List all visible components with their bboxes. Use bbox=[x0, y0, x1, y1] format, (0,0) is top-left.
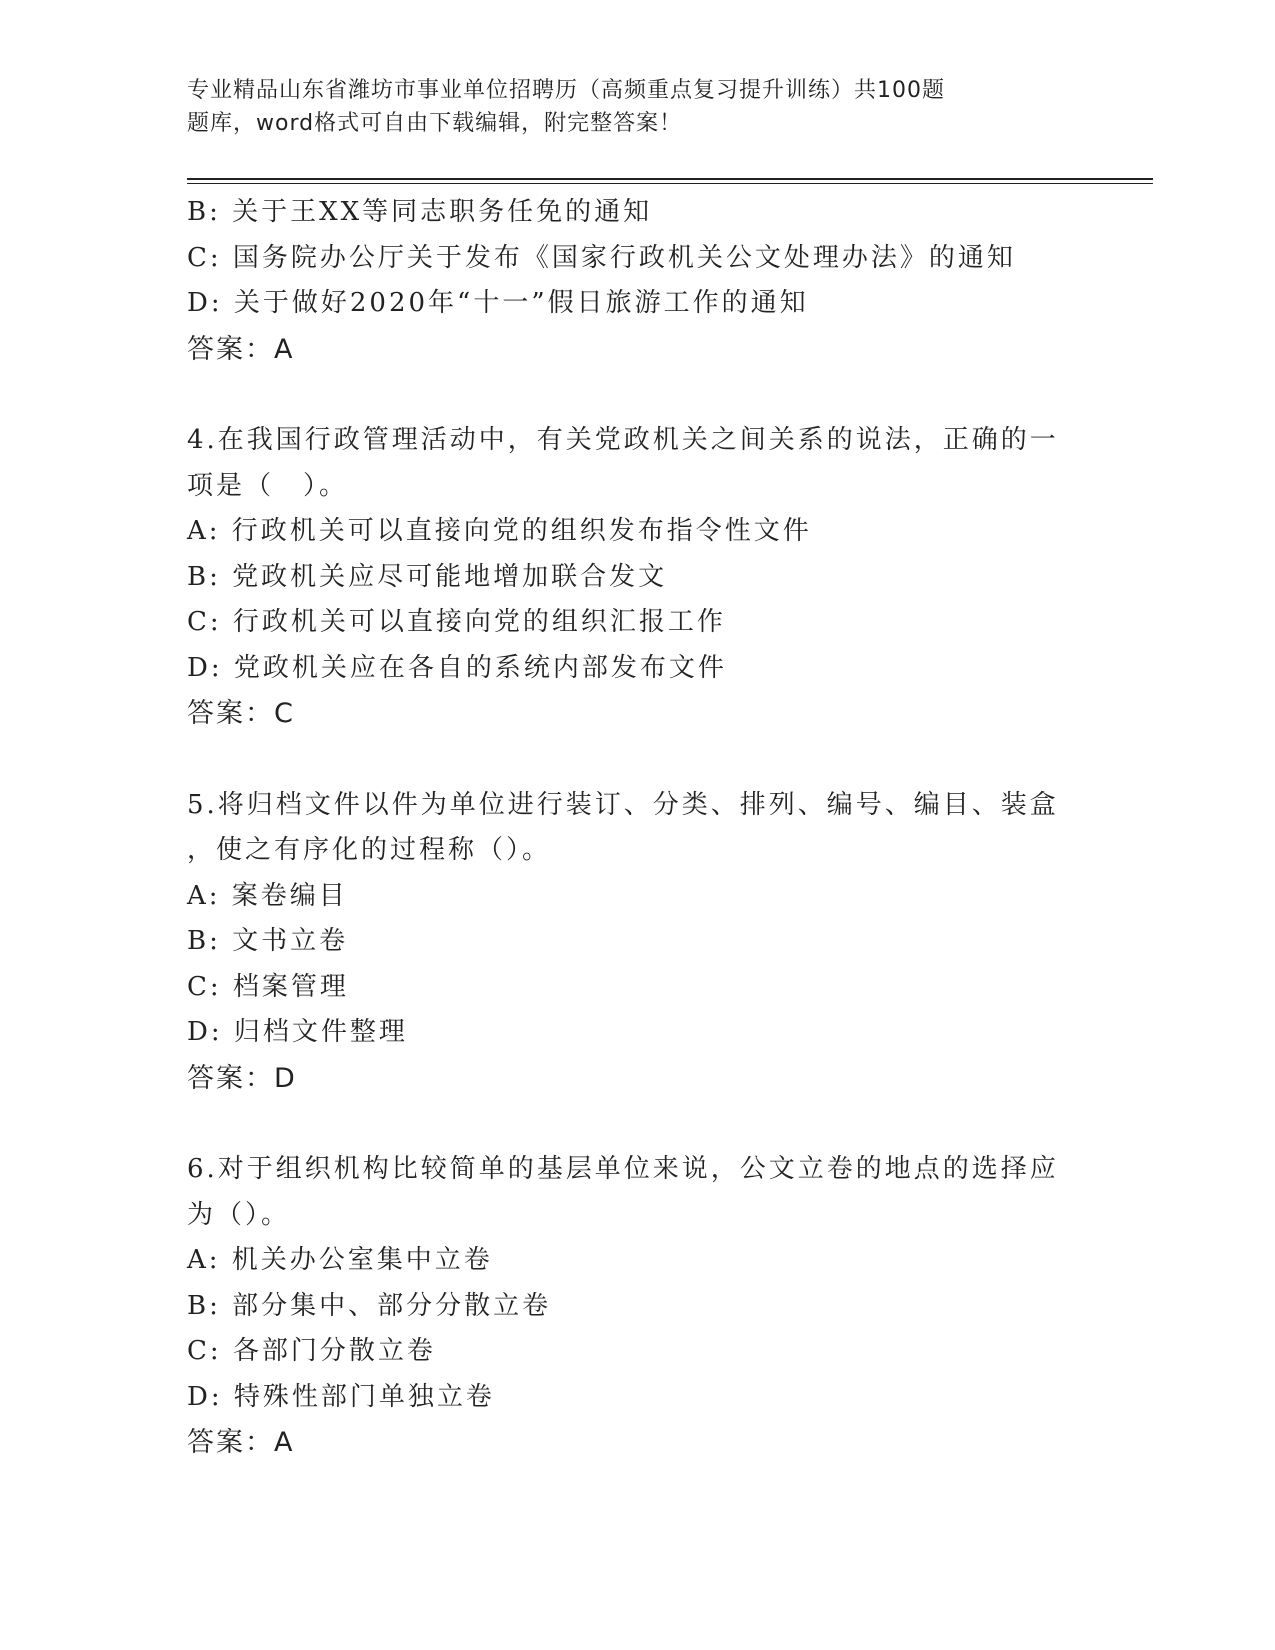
answer: 答案：A bbox=[187, 1427, 295, 1458]
answer: 答案：A bbox=[187, 333, 295, 365]
spacer bbox=[187, 1101, 1087, 1147]
question-4 bbox=[187, 418, 1087, 737]
option-a: A: 行政机关可以直接向党的组织发布指令性文件 bbox=[187, 516, 812, 546]
header-divider-thin bbox=[187, 183, 1153, 184]
option-d: D: 党政机关应在各自的系统内部发布文件 bbox=[187, 652, 727, 683]
header-divider-thick bbox=[187, 178, 1153, 180]
question-stem: 6.对于组织机构比较简单的基层单位来说，公文立卷的地点的选择应 bbox=[187, 1154, 1059, 1184]
option-b: B: 关于王XX等同志职务任免的通知 bbox=[187, 197, 653, 227]
option-c: C: 档案管理 bbox=[187, 971, 349, 1002]
spacer bbox=[187, 737, 1087, 783]
question-stem: 5.将归档文件以件为单位进行装订、分类、排列、编号、编目、装盒 bbox=[187, 789, 1059, 820]
option-c: C: 行政机关可以直接向党的组织汇报工作 bbox=[187, 607, 726, 637]
option-d: D: 关于做好2020年“十一”假日旅游工作的通知 bbox=[187, 288, 809, 318]
option-b: B: 文书立卷 bbox=[187, 926, 349, 956]
answer: 答案：D bbox=[187, 1062, 297, 1094]
question-stem-cont: 项是（ ）。 bbox=[187, 470, 349, 501]
option-d: D: 特殊性部门单独立卷 bbox=[187, 1381, 495, 1412]
question-6 bbox=[187, 1147, 1087, 1466]
option-b: B: 党政机关应尽可能地增加联合发文 bbox=[187, 561, 668, 592]
option-a: A: 案卷编目 bbox=[187, 880, 348, 911]
option-c: C: 各部门分散立卷 bbox=[187, 1336, 436, 1366]
question-stem: 4.在我国行政管理活动中，有关党政机关之间关系的说法，正确的一 bbox=[187, 425, 1059, 455]
answer: 答案：C bbox=[187, 698, 295, 729]
question-5 bbox=[187, 783, 1087, 1102]
header-title-line1: 专业精品山东省潍坊市事业单位招聘历（高频重点复习提升训练）共100题 bbox=[187, 78, 945, 103]
document-header bbox=[187, 74, 1017, 140]
spacer bbox=[187, 372, 1087, 418]
question-list bbox=[187, 190, 1087, 1466]
option-c: C: 国务院办公厅关于发布《国家行政机关公文处理办法》的通知 bbox=[187, 242, 1016, 273]
header-title-line2: 题库，word格式可自由下载编辑，附完整答案！ bbox=[187, 111, 683, 136]
option-b: B: 部分集中、部分分散立卷 bbox=[187, 1290, 552, 1321]
question-stem-cont: ，使之有序化的过程称（）。 bbox=[187, 835, 552, 865]
question-3-continued bbox=[187, 190, 1087, 372]
question-stem-cont: 为（）。 bbox=[187, 1199, 291, 1230]
option-d: D: 归档文件整理 bbox=[187, 1017, 408, 1047]
option-a: A: 机关办公室集中立卷 bbox=[187, 1245, 493, 1275]
